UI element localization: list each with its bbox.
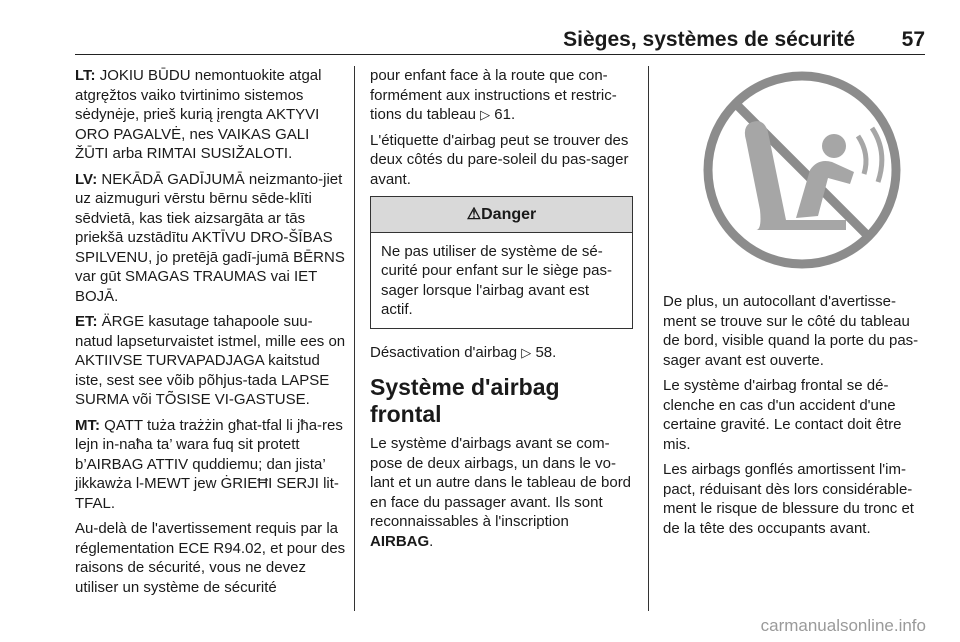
warning-icon: ⚠	[466, 206, 482, 223]
paragraph-protection: Les airbags gonflés amortissent l'im-pact, réduisant dès lors considérable-ment le risque de blessure du tronc et de la tête des occupants avant.	[663, 461, 914, 537]
danger-text: Ne pas utiliser de système de sé-curité pour enfant sur le siège pas-sager lorsque l'airbag avant est actif.	[381, 242, 612, 318]
page-ref-link[interactable]: 61	[494, 106, 511, 123]
airbag-child-seat-prohibition-icon	[686, 70, 918, 270]
language-code: MT:	[75, 416, 100, 434]
airbag-arc	[858, 136, 866, 174]
paragraph-section	[370, 434, 633, 551]
column-divider	[354, 66, 355, 611]
page-ref-icon: ▷	[521, 344, 532, 360]
paragraph-trigger: Le système d'airbag frontal se dé-clenche en cas d'un accident d'une certaine gravité. Le contact doit être mis.	[663, 377, 902, 453]
section-heading: Système d'airbag frontal	[370, 374, 560, 427]
page-ref-icon: ▷	[480, 107, 491, 122]
warning-et	[75, 312, 346, 410]
paragraph-deactivation: Désactivation d'airbag ▷ 58.	[370, 343, 557, 361]
punctuation: .	[429, 532, 434, 550]
page-number: 57	[901, 28, 925, 51]
paragraph-regulation: Au-delà de l'avertissement requis par la réglementation ECE R94.02, et pour des raisons de sécurité, vous ne devez utiliser un système de sécurité	[75, 520, 346, 596]
child-head-shape	[822, 134, 846, 158]
page-header	[75, 22, 925, 55]
airbag-arc	[872, 128, 882, 182]
warning-mt	[75, 416, 346, 514]
column-right	[663, 292, 927, 544]
paragraph-label-location: L'étiquette d'airbag peut se trouver des deux côtés du pare-soleil du pas-sager avant.	[370, 131, 629, 188]
watermark: carmanualsonline.info	[760, 616, 926, 635]
page-title: Sièges, systèmes de sécurité	[563, 28, 855, 51]
page-ref-link[interactable]: 58	[535, 343, 553, 361]
airbag-label: AIRBAG	[370, 532, 430, 550]
language-code: LV:	[75, 170, 98, 188]
warning-lv	[75, 170, 346, 307]
danger-box	[370, 196, 633, 329]
column-divider	[648, 66, 649, 611]
column-left	[75, 66, 346, 603]
warning-lt	[75, 66, 346, 164]
warning-text: NEKĀDĀ GADĪJUMĀ neizmanto-jiet uz aizmuguri vērstu bērnu sēde-klīti sēdvietā, kas tiek aizsargāta ar tās priekšā uzstādītu AKTĪVU DRO-ŠĪBAS SPILVENU, jo pretējā gadī-jumā BĒRNS var gūt SMAGAS TRAUMAS vai IET BOJĀ.	[75, 170, 345, 305]
language-code: LT:	[75, 67, 96, 84]
paragraph-text: Désactivation d'airbag	[370, 343, 518, 361]
paragraph-text: Le système d'airbags avant se com-pose de deux airbags, un dans le vo-lant et un autre dans le tableau de bord en face du passager avant. Ils sont reconnaissables à l'inscription	[370, 435, 632, 530]
column-middle	[370, 66, 633, 557]
warning-text: JOKIU BŪDU nemontuokite atgal atgręžtos vaiko tvirtinimo sistemos sėdynėje, prieš kurią įrengta AKTYVI ORO PAGALVĖ, nes VAIKAS GALI ŽŪTI arba RIMTAI SUSIŽALOTI.	[75, 67, 322, 162]
language-code: ET:	[75, 313, 98, 330]
warning-text: QATT tuża trażżin għat-tfal li jħa-res lejn in-naħa ta’ wara fuq sit protett b’AIRBAG ATTIV quddiemu; dan jista’ jikkawża l-MEWT jew ĠRIEĦI SERJI lit-TFAL.	[75, 416, 343, 512]
paragraph-sticker: De plus, un autocollant d'avertisse-ment se trouve sur le côté du tableau de bord, visible quand la porte du pas-sager avant est ouverte.	[663, 293, 919, 369]
paragraph-table-ref: pour enfant face à la route que con-formément aux instructions et restric-tions du tableau ▷ 61.	[370, 67, 617, 123]
danger-header	[371, 197, 632, 233]
danger-title: Danger	[481, 206, 537, 223]
warning-text: ÄRGE kasutage tahapoole suu-natud lapseturvaistet istmel, mille ees on AKTIIVSE TURVAPADJAGA kaitstud iste, sest see võib põhjus-tada LAPSE SURMA või TÕSISE VI-GASTUSE.	[75, 313, 346, 408]
paragraph-text: pour enfant face à la route que con-formément aux instructions et restric-tions du tableau	[370, 67, 617, 123]
